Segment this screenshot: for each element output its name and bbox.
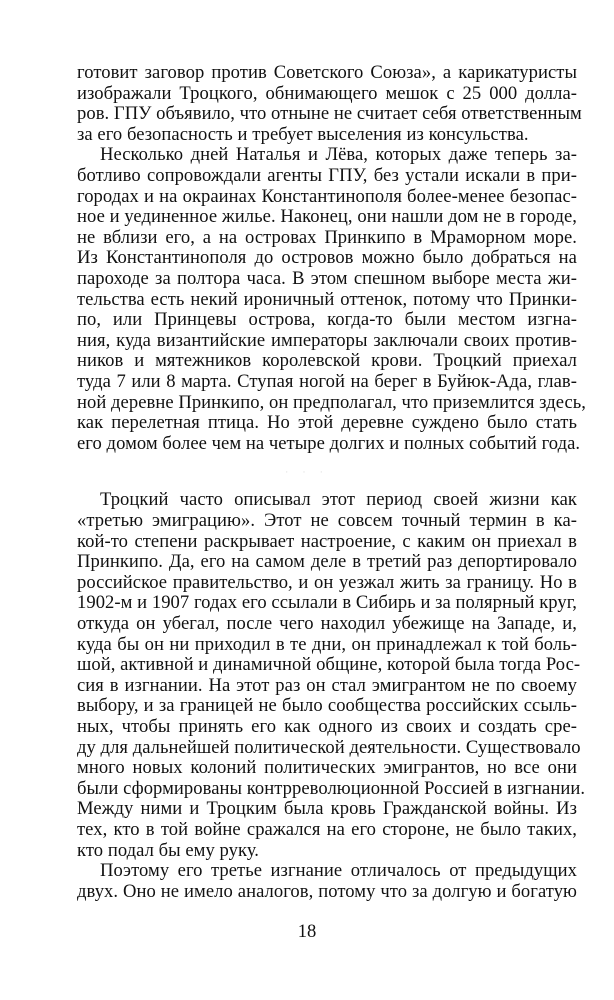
- text-line: его домом более чем на четыре долгих и полных событий года.: [77, 432, 581, 454]
- text-line: выбору, и за границей не было сообщества российских ссыль-: [77, 695, 577, 717]
- paragraph-start-line: Поэтому его третье изгнание отличалось от предыдущих: [100, 860, 577, 882]
- text-line: ду для дальнейшей политической деятельности. Существовало: [77, 736, 581, 758]
- text-line: ров. ГПУ объявило, что отныне не считает себя ответственным: [77, 103, 582, 125]
- text-line: кой-то степени раскрывает настроение, с каким он приехал в: [77, 530, 577, 552]
- text-line: ников и мятежников королевской крови. Троцкий приехал: [77, 350, 577, 372]
- text-line: кто подал бы ему руку.: [77, 839, 259, 861]
- page-number: 18: [297, 920, 317, 942]
- text-line: были сформированы контрреволюционной Россией в изгнании.: [77, 777, 586, 799]
- text-line: не вблизи его, а на островах Принкипо в Мраморном море.: [77, 226, 577, 248]
- text-line: 1902-м и 1907 годах его ссылали в Сибирь и за полярный круг,: [77, 592, 577, 614]
- text-line: куда бы он ни приходил в те дни, он принадлежал к той боль-: [77, 633, 577, 655]
- section-separator: · · ·: [285, 467, 329, 478]
- text-line: Из Константинополя до островов можно было добраться на: [77, 247, 577, 269]
- text-line: Между ними и Троцким была кровь Гражданской войны. Из: [77, 798, 577, 820]
- text-line: городах и на окраинах Константинополя более-менее безопас-: [77, 185, 577, 207]
- text-line: ное и уединенное жилье. Наконец, они нашли дом не в городе,: [77, 206, 577, 228]
- text-line: Принкипо. Да, его на самом деле в третий раз депортировало: [77, 551, 577, 573]
- text-line: ботливо сопровождали агенты ГПУ, без устали искали в при-: [77, 165, 577, 186]
- text-line: по, или Принцевы острова, когда-то были местом изгна-: [77, 309, 577, 331]
- text-line: российское правительство, и он уезжал жить за границу. Но в: [77, 571, 577, 593]
- text-line: сия в изгнании. На этот раз он стал эмигрантом не по своему: [77, 674, 577, 696]
- text-line: ной деревне Принкипо, он предполагал, что приземлится здесь,: [77, 391, 586, 413]
- text-line: тельства есть некий ироничный оттенок, потому что Принки-: [77, 288, 577, 310]
- text-line: за его безопасность и требует выселения из консульства.: [77, 123, 529, 145]
- text-line: откуда он убегал, после чего находил убежище на Западе, и,: [77, 613, 577, 634]
- text-line: двух. Оно не имело аналогов, потому что за долгую и богатую: [77, 880, 577, 902]
- text-line: готовит заговор против Советского Союза», а карикатуристы: [77, 62, 577, 83]
- text-line: тех, кто в той войне сражался на его стороне, не было таких,: [77, 819, 577, 840]
- text-line: туда 7 или 8 марта. Ступая ногой на берег в Буйюк-Ада, глав-: [77, 371, 577, 392]
- text-line: «третью эмиграцию». Этот не совсем точный термин в ка-: [77, 510, 577, 531]
- text-line: изображали Троцкого, обнимающего мешок с 25 000 долла-: [77, 82, 577, 104]
- paragraph-start-line: Троцкий часто описывал этот период своей жизни как: [100, 489, 577, 511]
- text-line: как перелетная птица. Но этой деревне суждено было стать: [77, 412, 577, 434]
- text-line: ния, куда византийские императоры заключали своих против-: [77, 329, 577, 351]
- paragraph-start-line: Несколько дней Наталья и Лёва, которых даже теперь за-: [100, 144, 577, 166]
- text-line: много новых колоний политических эмигрантов, но все они: [77, 757, 577, 779]
- text-line: ных, чтобы принять его как одного из своих и создать сре-: [77, 716, 577, 737]
- text-line: шой, активной и динамичной общине, которой была тогда Рос-: [77, 654, 581, 676]
- text-line: пароходе за полтора часа. В этом спешном выборе места жи-: [77, 268, 577, 289]
